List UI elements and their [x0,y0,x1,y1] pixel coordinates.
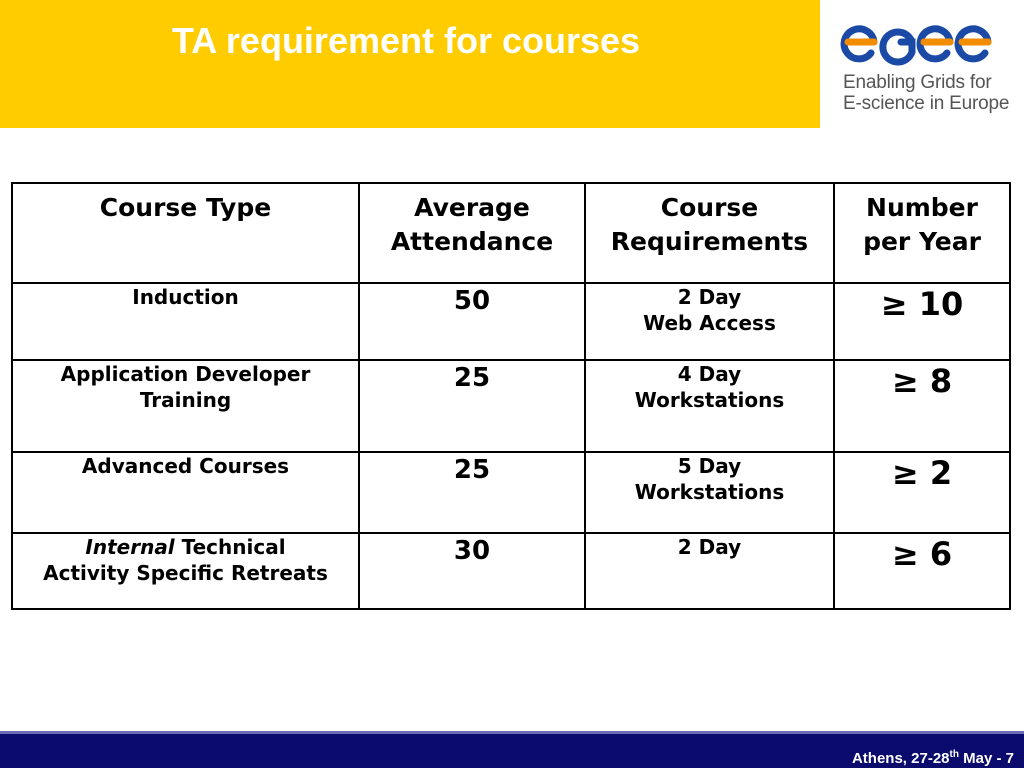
table-row [12,360,1010,452]
requirements-text: Web Access [643,311,776,335]
header-text: Attendance [390,227,554,256]
course-table [11,182,1011,610]
header-text: per Year [863,227,981,256]
logo-tagline-line: Enabling Grids for [843,72,992,93]
table-header-row [12,183,1010,283]
requirements-text: Workstations [634,388,785,412]
header-course-type [12,183,359,283]
header-average-attendance [359,183,585,283]
course-type-text: Induction [132,285,239,309]
per-year-cell: ≥ 6 [834,533,1010,609]
requirements-text: Workstations [634,480,785,504]
course-type-cell [12,533,359,609]
header-text: Requirements [610,227,809,256]
requirements-text: 2 Day [677,535,742,559]
per-year-cell: ≥ 8 [834,360,1010,452]
course-type-text-rest: Technical [174,535,286,559]
per-year-cell: ≥ 10 [834,283,1010,360]
table-row [12,452,1010,533]
requirements-cell [585,283,834,360]
attendance-cell: 25 [359,452,585,533]
egee-logo-wordmark [840,20,1000,68]
course-type-text: Advanced Courses [81,454,290,478]
course-type-cell [12,283,359,360]
course-type-cell [12,360,359,452]
footer-month-page: May - 7 [958,750,1014,767]
footer-superscript: th [949,749,959,760]
course-type-text: Application Developer [60,362,311,386]
logo-tagline-line: E-science in Europe [843,93,1010,114]
attendance-cell: 25 [359,360,585,452]
table-row [12,533,1010,609]
footer-location-date: Athens, 27-28 [851,750,950,767]
header-course-requirements [585,183,834,283]
requirements-cell [585,452,834,533]
table-row [12,283,1010,360]
slide-title: TA requirement for courses [171,20,641,61]
course-type-cell [12,452,359,533]
header-text: Average [414,193,530,222]
attendance-cell: 30 [359,533,585,609]
header-number-per-year [834,183,1010,283]
header-text: Course Type [99,193,272,222]
course-type-text: Activity Specific Retreats [43,561,328,585]
course-type-text: Training [139,388,232,412]
requirements-text: 5 Day [677,454,742,478]
course-type-italic-text: Internal [85,535,175,559]
footer-band [0,734,1024,768]
header-text: Course [660,193,759,222]
header-text: Number [866,193,978,222]
per-year-cell: ≥ 2 [834,452,1010,533]
logo-tagline [843,72,1009,114]
requirements-cell [585,360,834,452]
attendance-cell: 50 [359,283,585,360]
egee-logo [840,20,1010,120]
footer-text [852,750,1014,767]
requirements-text: 4 Day [677,362,742,386]
requirements-cell [585,533,834,609]
course-type-text [17,534,354,560]
requirements-text: 2 Day [677,285,742,309]
